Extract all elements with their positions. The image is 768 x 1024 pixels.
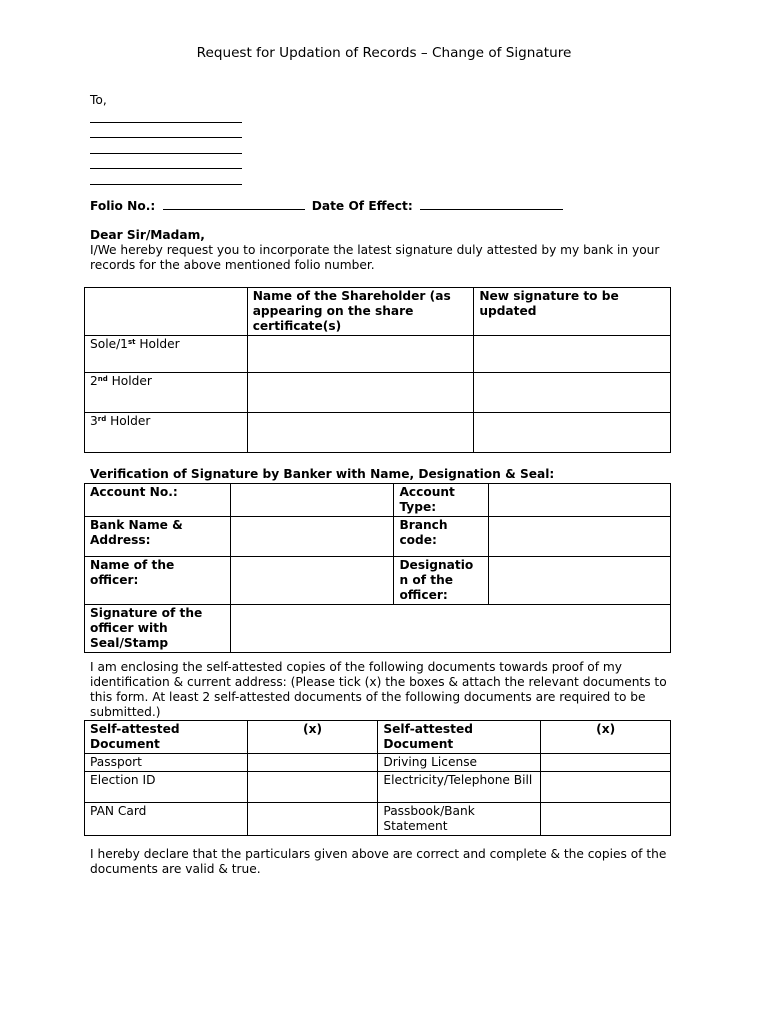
document-header-right: Self-attested Document [378,721,541,754]
request-text: I/We hereby request you to incorporate the latest signature duly attested by my bank in your records for the above mentioned folio number. [90,243,660,272]
branch-code-label: Branch code: [394,517,489,557]
account-type-label: Account Type: [394,484,489,517]
table-row [85,517,671,557]
address-line-5[interactable] [90,169,242,185]
bank-name-label: Bank Name & Address: [85,517,231,557]
address-line-1[interactable] [90,107,242,123]
account-no-label: Account No.: [85,484,231,517]
tick-box[interactable] [247,803,378,836]
tick-header-right: (x) [541,721,671,754]
account-type-cell[interactable] [489,484,671,517]
holder-signature-cell[interactable] [474,373,671,413]
table-row [85,605,671,653]
new-signature-header: New signature to be updated [474,288,671,336]
holder-name-cell[interactable] [247,373,474,413]
table-row [85,373,671,413]
document-name: Passbook/Bank Statement [378,803,541,836]
folio-label: Folio No.: [90,199,156,213]
table-row [85,754,671,772]
address-line-4[interactable] [90,154,242,170]
date-of-effect-input-line[interactable] [420,198,563,210]
bank-verification-table [84,483,671,653]
table-row [85,484,671,517]
holder-label: Sole/1st Holder [85,336,248,373]
table-row [85,772,671,803]
table-row [85,557,671,605]
document-header-left: Self-attested Document [85,721,248,754]
declaration-text: I hereby declare that the particulars given above are correct and complete & the copies of the documents are valid & true. [90,847,667,876]
address-line-2[interactable] [90,123,242,139]
officer-signature-cell[interactable] [230,605,670,653]
holder-signature-cell[interactable] [474,336,671,373]
address-line-3[interactable] [90,138,242,154]
tick-box[interactable] [541,772,671,803]
holders-table [84,287,671,453]
date-of-effect-label: Date Of Effect: [311,199,413,213]
holders-header-row [85,288,671,336]
documents-header-row [85,721,671,754]
verification-title: Verification of Signature by Banker with Name, Designation & Seal: [90,467,555,481]
officer-designation-cell[interactable] [489,557,671,605]
document-name: Passport [85,754,248,772]
holders-header-empty [85,288,248,336]
holder-signature-cell[interactable] [474,413,671,453]
officer-designation-label: Designatio n of the officer: [394,557,489,605]
form-title: Request for Updation of Records – Change of Signature [196,45,572,61]
salutation: Dear Sir/Madam, [90,228,205,242]
account-no-cell[interactable] [230,484,394,517]
tick-box[interactable] [247,754,378,772]
officer-signature-label: Signature of the officer with Seal/Stamp [85,605,231,653]
to-label: To, [90,93,107,107]
holder-label: 3rd Holder [85,413,248,453]
officer-name-label: Name of the officer: [85,557,231,605]
document-name: Electricity/Telephone Bill [378,772,541,803]
table-row [85,803,671,836]
tick-box[interactable] [541,754,671,772]
folio-date-row [90,198,566,214]
holder-name-cell[interactable] [247,336,474,373]
folio-input-line[interactable] [163,198,305,210]
address-lines [90,107,242,185]
table-row [85,336,671,373]
document-name: Election ID [85,772,248,803]
documents-table [84,720,671,836]
table-row [85,413,671,453]
officer-name-cell[interactable] [230,557,394,605]
holder-label: 2nd Holder [85,373,248,413]
tick-box[interactable] [541,803,671,836]
holder-name-cell[interactable] [247,413,474,453]
document-name: PAN Card [85,803,248,836]
tick-box[interactable] [247,772,378,803]
shareholder-name-header: Name of the Shareholder (as appearing on the share certificate(s) [247,288,474,336]
bank-name-cell[interactable] [230,517,394,557]
document-name: Driving License [378,754,541,772]
tick-header-left: (x) [247,721,378,754]
enclosure-text: I am enclosing the self-attested copies of the following documents towards proof of my identification & current address: (Please tick (x) the boxes & attach the relevant documents to this form. At least 2 self-attested documents of the following documents are required to be submitted.) [90,660,667,719]
branch-code-cell[interactable] [489,517,671,557]
